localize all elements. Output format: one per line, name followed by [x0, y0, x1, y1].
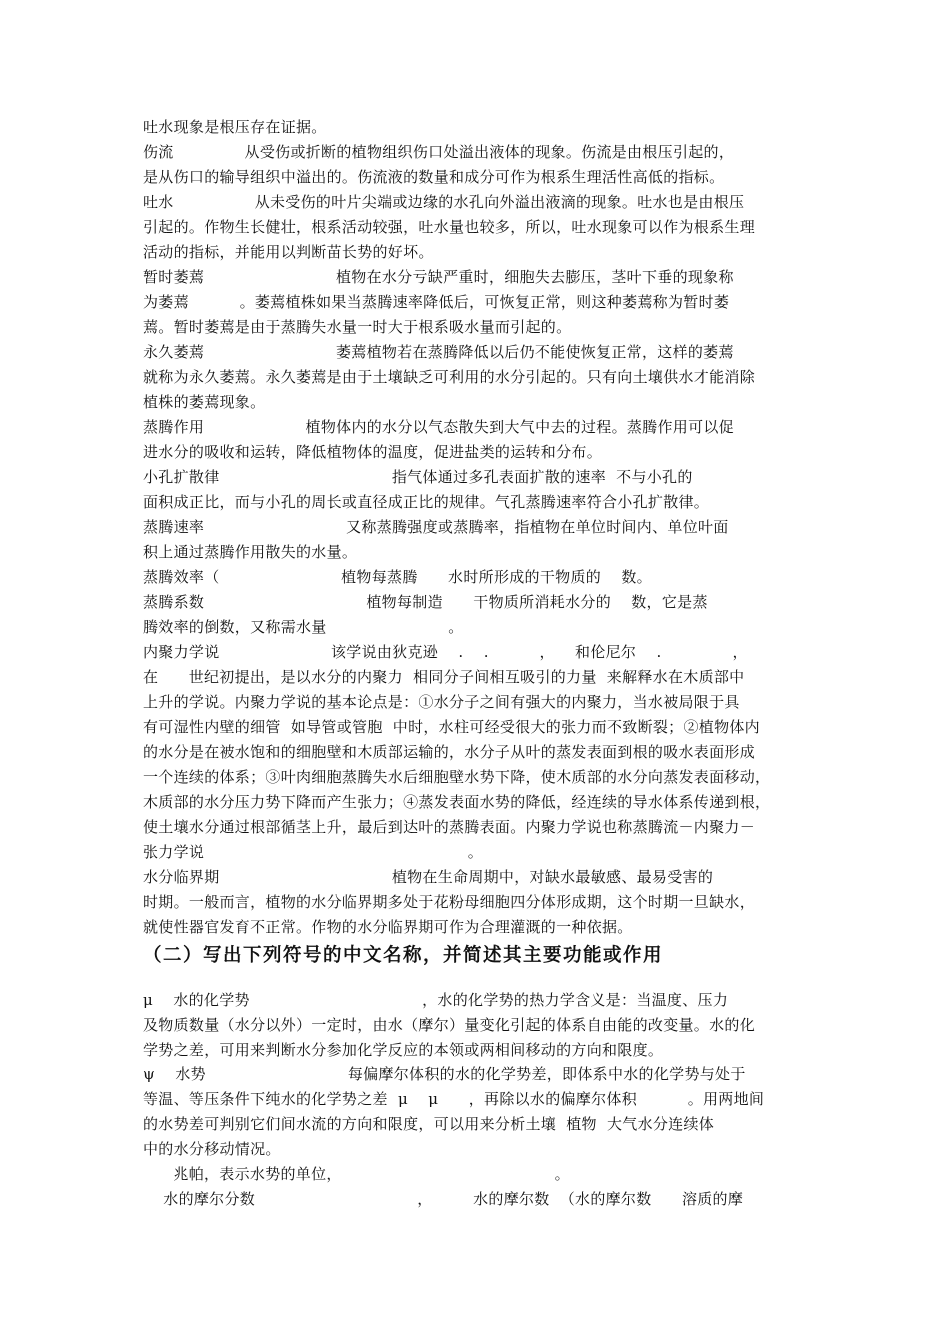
- text-line: 木质部的水分压力势下降而产生张力；④蒸发表面水势的降低，经连续的导水体系传递到根，: [143, 793, 771, 811]
- text-line: 就使性器官发育不正常。作物的水分临界期可作为合理灌溉的一种依据。: [143, 918, 633, 936]
- text-line: 引起的。作物生长健壮，根系活动较强，吐水量也较多，所以，吐水现象可以作为根系生理: [143, 218, 756, 236]
- text-line: 的水分是在被水饱和的细胞壁和木质部运输的，水分子从叶的蒸发表面到根的吸水表面形成: [143, 743, 756, 761]
- text-line: 为萎蔫 。萎蔫植株如果当蒸腾速率降低后，可恢复正常，则这种萎蔫称为暂时萎: [143, 293, 730, 311]
- text-line: 植株的萎蔫现象。: [143, 393, 266, 411]
- text-line: 上升的学说。内聚力学说的基本论点是：①水分子之间有强大的内聚力，当水被局限于具: [143, 693, 740, 711]
- text-line: 吐水现象是根压存在证据。: [143, 118, 327, 136]
- text-line: 水分临界期 植物在生命周期中，对缺水最敏感、最易受害的: [143, 868, 714, 886]
- text-line: 活动的指标，并能用以判断苗长势的好坏。: [143, 243, 434, 261]
- section-heading: （二）写出下列符号的中文名称，并简述其主要功能或作用: [143, 945, 664, 966]
- text-line: 腾效率的倒数，又称需水量 。: [143, 618, 464, 636]
- text-line: 使土壤水分通过根部循茎上升，最后到达叶的蒸腾表面。内聚力学说也称蒸腾流－内聚力－: [143, 818, 756, 836]
- text-line: 蔫。暂时萎蔫是由于蒸腾失水量一时大于根系吸水量而引起的。: [143, 318, 572, 336]
- text-line: 学势之差，可用来判断水分参加化学反应的本领或两相间移动的方向和限度。: [143, 1041, 664, 1059]
- text-line: 就称为永久萎蔫。永久萎蔫是由于土壤缺乏可利用的水分引起的。只有向土壤供水才能消除: [143, 368, 756, 386]
- text-line: 小孔扩散律 指气体通过多孔表面扩散的速率 不与小孔的: [143, 468, 693, 486]
- text-line: 蒸腾系数 植物每制造 干物质所消耗水分的 数，它是蒸: [143, 593, 708, 611]
- text-line: 永久萎蔫 萎蔫植物若在蒸腾降低以后仍不能使恢复正常，这样的萎蔫: [143, 343, 734, 361]
- text-line: 有可湿性内壁的细管 如导管或管胞 中时，水柱可经受很大的张力而不致断裂；②植物体内: [143, 718, 760, 736]
- text-line: 吐水 从未受伤的叶片尖端或边缘的水孔向外溢出液滴的现象。吐水也是由根压: [143, 193, 745, 211]
- text-line: 兆帕，表示水势的单位， 。: [143, 1165, 570, 1183]
- text-line: 蒸腾作用 植物体内的水分以气态散失到大气中去的过程。蒸腾作用可以促: [143, 418, 734, 436]
- text-line: 内聚力学说 该学说由狄克逊 . . ， 和伦尼尔 . ，: [143, 643, 748, 661]
- text-line: 及物质数量（水分以外）一定时，由水（摩尔）量变化引起的体系自由能的改变量。水的化: [143, 1016, 756, 1034]
- text-line: 张力学说 。: [143, 843, 484, 861]
- text-line: 时期。一般而言，植物的水分临界期多处于花粉母细胞四分体形成期，这个时期一旦缺水，: [143, 893, 756, 911]
- text-line: 的水势差可判别它们间水流的方向和限度，可以用来分析土壤 植物 大气水分连续体: [143, 1115, 715, 1133]
- text-line: 蒸腾效率（ 植物每蒸腾 水时所形成的干物质的 数。: [143, 568, 652, 586]
- text-line: μ 水的化学势 ，水的化学势的热力学含义是：当温度、压力: [143, 991, 729, 1009]
- text-line: 水的摩尔分数 ， 水的摩尔数 （水的摩尔数 溶质的摩: [143, 1190, 744, 1208]
- text-line: 蒸腾速率 又称蒸腾强度或蒸腾率，指植物在单位时间内、单位叶面: [143, 518, 729, 536]
- text-line: 是从伤口的输导组织中溢出的。伤流液的数量和成分可作为根系生理活性高低的指标。: [143, 168, 725, 186]
- text-line: 在 世纪初提出，是以水分的内聚力 相同分子间相互吸引的力量 来解释水在木质部中: [143, 668, 745, 686]
- text-line: 一个连续的体系；③叶肉细胞蒸腾失水后细胞壁水势下降，使木质部的水分向蒸发表面移动，: [143, 768, 771, 786]
- text-line: ψ 水势 每偏摩尔体积的水的化学势差，即体系中水的化学势与处于: [143, 1065, 746, 1083]
- text-line: 等温、等压条件下纯水的化学势之差 μ μ ，再除以水的偏摩尔体积 。用两地间: [143, 1090, 765, 1108]
- text-line: 伤流 从受伤或折断的植物组织伤口处溢出液体的现象。伤流是由根压引起的，: [143, 143, 735, 161]
- text-line: 进水分的吸收和运转，降低植物体的温度，促进盐类的运转和分布。: [143, 443, 603, 461]
- text-line: 面积成正比，而与小孔的周长或直径成正比的规律。气孔蒸腾速率符合小孔扩散律。: [143, 493, 710, 511]
- text-line: 积上通过蒸腾作用散失的水量。: [143, 543, 358, 561]
- text-line: 暂时萎蔫 植物在水分亏缺严重时，细胞失去膨压，茎叶下垂的现象称: [143, 268, 734, 286]
- text-line: 中的水分移动情况。: [143, 1140, 281, 1158]
